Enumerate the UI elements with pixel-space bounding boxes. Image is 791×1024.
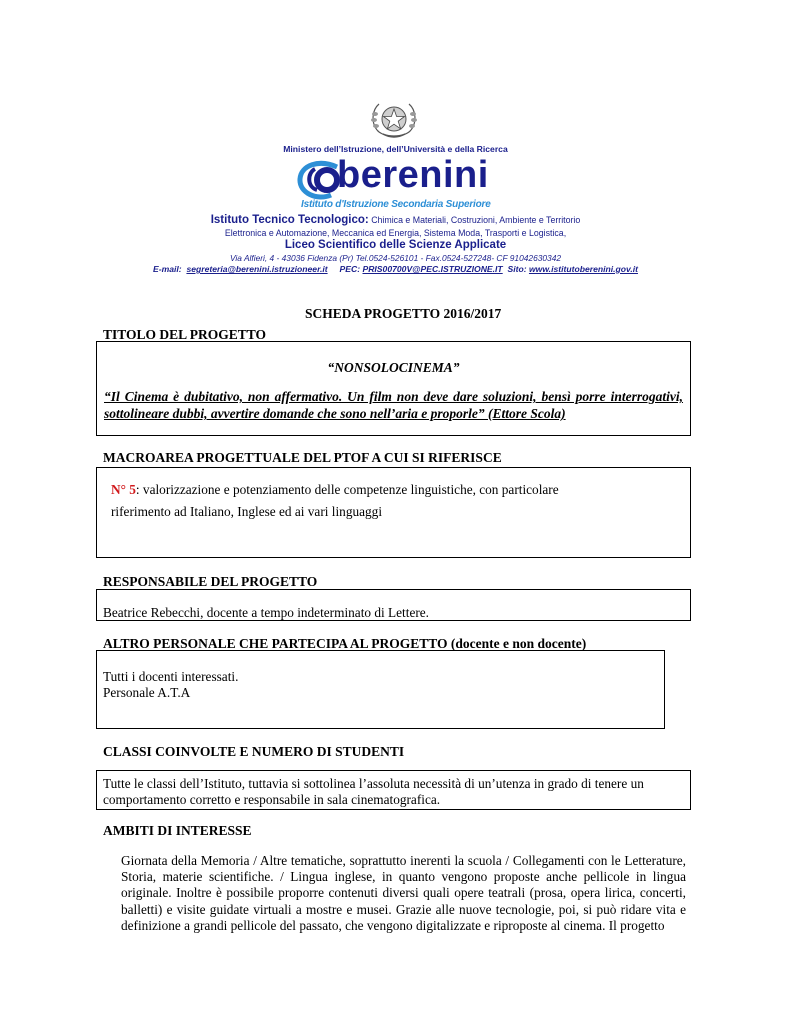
email-label: E-mail: xyxy=(153,264,182,274)
address-line: Via Alfieri, 4 - 43036 Fidenza (Pr) Tel.0524-526101 - Fax.0524-527248- CF 91042630342 xyxy=(229,253,562,263)
letterhead xyxy=(0,0,791,290)
ministry-line: Ministero dell’Istruzione, dell’Università e della Ricerca xyxy=(283,144,508,154)
tech-label: Istituto Tecnico Tecnologico: xyxy=(210,214,369,226)
school-logo xyxy=(297,154,497,213)
responsabile-text: Beatrice Rebecchi, docente a tempo indeterminato di Lettere. xyxy=(103,605,429,620)
site-link[interactable]: www.istitutoberenini.gov.it xyxy=(528,264,638,274)
liceo-line: Liceo Scientifico delle Scienze Applicate xyxy=(284,239,507,251)
macroarea-number: N° 5 xyxy=(111,482,136,497)
personale-line1: Tutti i docenti interessati. xyxy=(103,669,239,684)
macroarea-box xyxy=(96,467,691,558)
project-name: “NONSOLOCINEMA” xyxy=(327,360,460,375)
tech-line1: Chimica e Materiali, Costruzioni, Ambiente e Territorio xyxy=(371,215,581,225)
classi-box xyxy=(96,770,691,810)
pec-label: PEC: xyxy=(339,264,361,274)
personale-line2: Personale A.T.A xyxy=(103,685,191,700)
pec-link[interactable]: PRIS00700V@PEC.ISTRUZIONE.IT xyxy=(362,264,503,274)
macroarea-line1 xyxy=(111,482,559,498)
document-title: SCHEDA PROGETTO 2016/2017 xyxy=(305,306,502,321)
project-quote: “Il Cinema è dubitativo, non affermativo. Un film non deve dare soluzioni, bensì porre interrogativi, sottolineare dubbi, avvertire domande che sono nell’aria e proporle” (Ettore Scola) xyxy=(104,389,683,421)
logo-subtitle: Istituto d'Istruzione Secondaria Superiore xyxy=(301,199,491,210)
titolo-box xyxy=(96,341,691,436)
contacts-line xyxy=(0,264,791,274)
ambiti-text: Giornata della Memoria / Altre tematiche, soprattutto inerenti la scuola / Collegamenti con le Letterature, Storia, materie scientifiche. / Lingua inglese, in quanto vengono proposte anche pellicole in lingua originale. Inoltre è possibile proporre contenuti diversi quali opere teatrali (prosa, opera lirica, concerti, balletti) e visite guidate virtuali a mostre e musei. Grazie alle nuove tecnologie, poi, si può ridare vita e definizione a grandi pellicole del passato, che vengono digitalizzate e riproposte al cinema. Il progetto xyxy=(121,853,686,933)
personale-box xyxy=(96,650,665,729)
macroarea-line2: riferimento ad Italiano, Inglese ed ai vari linguaggi xyxy=(111,504,383,519)
section-heading-ambiti: AMBITI DI INTERESSE xyxy=(103,823,252,838)
section-heading-personale: ALTRO PERSONALE CHE PARTECIPA AL PROGETTO (docente e non docente) xyxy=(103,636,587,651)
classi-text: Tutte le classi dell’Istituto, tuttavia si sottolinea l’assoluta necessità di un’utenza in grado di tenere un comportamento corretto e responsabile in sala cinematografica. xyxy=(103,776,644,807)
italian-republic-emblem-icon xyxy=(369,100,419,142)
section-heading-responsabile: RESPONSABILE DEL PROGETTO xyxy=(103,574,318,589)
section-heading-macroarea: MACROAREA PROGETTUALE DEL PTOF A CUI SI RIFERISCE xyxy=(103,450,502,465)
logo-wordmark: berenini xyxy=(337,154,489,196)
macroarea-text: : valorizzazione e potenziamento delle competenze linguistiche, con particolare xyxy=(135,482,559,497)
site-label: Sito: xyxy=(507,264,527,274)
tech-line xyxy=(0,214,791,226)
section-heading-classi: CLASSI COINVOLTE E NUMERO DI STUDENTI xyxy=(103,744,405,759)
section-heading-titolo: TITOLO DEL PROGETTO xyxy=(103,327,267,342)
email-link[interactable]: segreteria@berenini.istruzioneer.it xyxy=(186,264,328,274)
tech-line2: Elettronica e Automazione, Meccanica ed Energia, Sistema Moda, Trasporti e Logistica, xyxy=(224,228,567,238)
responsabile-box xyxy=(96,589,691,621)
